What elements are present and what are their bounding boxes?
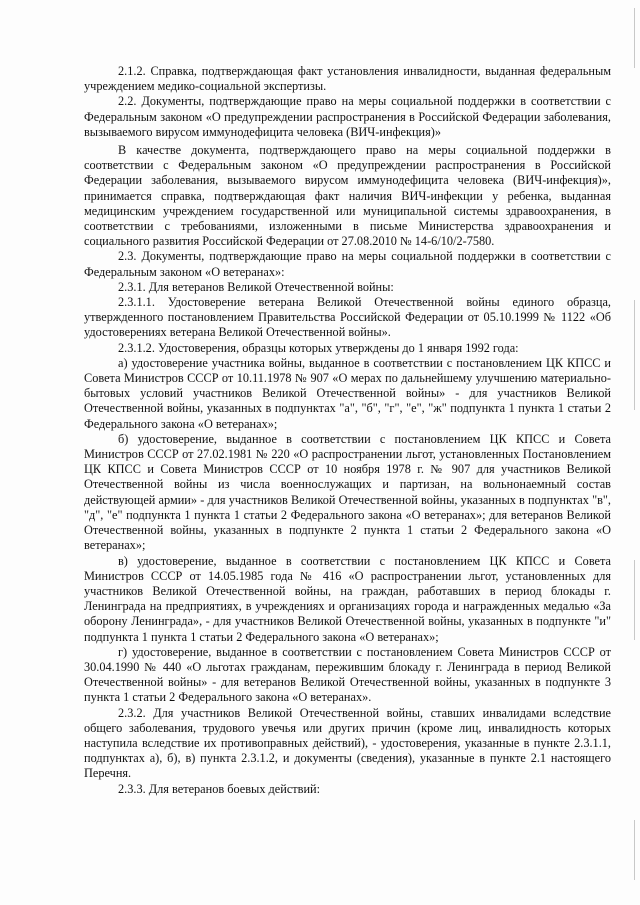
scan-edge-artifact xyxy=(634,300,635,410)
paragraph-2-3-2: 2.3.2. Для участников Великой Отечественной войны, ставших инвалидами вследствие общего заболевания, трудового увечья или других причин (кроме лиц, инвалидность которых наступила вследствие их противоправных действий), - удостоверения, указанные в пункте 2.3.1.1, подпунктах а), б), в) пункта 2.3.1.2, и документы (сведения), указанные в пункте 2.1 настоящего Перечня. xyxy=(84,705,611,781)
paragraph-2-3-1: 2.3.1. Для ветеранов Великой Отечественной войны: xyxy=(118,279,394,294)
scan-edge-artifact xyxy=(634,560,635,640)
document-body xyxy=(84,64,611,797)
paragraph-2-2: 2.2. Документы, подтверждающие право на меры социальной поддержки в соответствии с Федеральным законом «О предупреждении распространения в Российской Федерации заболевания, вызываемого вирусом иммунодефицита человека (ВИЧ-инфекция)» xyxy=(84,94,611,139)
paragraph-2-3-1-2: 2.3.1.2. Удостоверения, образцы которых утверждены до 1 января 1992 года: xyxy=(118,340,519,355)
paragraph-2-3-1-1: 2.3.1.1. Удостоверение ветерана Великой Отечественной войны единого образца, утвержденного постановлением Правительства Российской Федерации от 05.10.1999 № 1122 «Об удостоверениях ветерана Великой Отечественной войны». xyxy=(84,295,611,340)
paragraph-2-3-3: 2.3.3. Для ветеранов боевых действий: xyxy=(118,781,321,796)
paragraph-2-3: 2.3. Документы, подтверждающие право на меры социальной поддержки в соответствии с Федеральным законом «О ветеранах»: xyxy=(84,249,611,279)
scan-edge-artifact xyxy=(634,8,635,68)
list-item-b: б) удостоверение, выданное в соответствии с постановлением ЦК КПСС и Совета Министров СССР от 27.02.1981 № 220 «О распространении льгот, установленных Постановлением ЦК КПСС и Совета Министров СССР от 10 ноября 1978 г. № 907 для участников Великой Отечественной войны из числа военнослужащих и партизан, на вольнонаемный состав действующей армии» - для участников Великой Отечественной войны, указанных в подпунктах "в", "д", "е" подпункта 1 пункта 1 статьи 2 Федерального закона «О ветеранах»; для ветеранов Великой Отечественной войны, указанных в подпункте 2 пункта 1 статьи 2 Федерального закона «О ветеранах»; xyxy=(84,431,611,553)
list-item-g: г) удостоверение, выданное в соответствии с постановлением Совета Министров СССР от 30.04.1990 № 440 «О льготах гражданам, пережившим блокаду г. Ленинграда в период Великой Отечественной войны» - для ветеранов Великой Отечественной войны, указанных в подпункте 3 пункта 1 статьи 2 Федерального закона «О ветеранах». xyxy=(84,644,611,705)
paragraph-hiv-certificate: В качестве документа, подтверждающего право на меры социальной поддержки в соответствии с Федеральным законом «О предупреждении распространения в Российской Федерации заболевания, вызываемого вирусом иммунодефицита человека (ВИЧ-инфекция)», принимается справка, подтверждающая факт наличия ВИЧ-инфекции у ребенка, выданная медицинским учреждением государственной или муниципальной системы здравоохранения, в соответствии с требованиями, изложенными в письме Министерства здравоохранения и социального развития Российской Федерации от 27.08.2010 № 14-6/10/2-7580. xyxy=(84,143,611,249)
list-item-v: в) удостоверение, выданное в соответствии с постановлением ЦК КПСС и Совета Министров СССР от 14.05.1985 года № 416 «О распространении льгот, установленных для участников Великой Отечественной войны, на граждан, работавших в период блокады г. Ленинграда на предприятиях, в учреждениях и организациях города и награжденных медалью «За оборону Ленинграда», - для участников Великой Отечественной войны, указанных в подпункте "и" подпункта 1 пункта 1 статьи 2 Федерального закона «О ветеранах»; xyxy=(84,553,611,644)
list-item-a: а) удостоверение участника войны, выданное в соответствии с постановлением ЦК КПСС и Совета Министров СССР от 10.11.1978 № 907 «О мерах по дальнейшему улучшению материально-бытовых условий участников Великой Отечественной войны» - для участников Великой Отечественной войны, указанных в подпунктах "а", "б", "г", "е", "ж" подпункта 1 пункта 1 статьи 2 Федерального закона «О ветеранах»; xyxy=(84,355,611,431)
scan-edge-artifact xyxy=(634,820,635,880)
paragraph-2-1-2: 2.1.2. Справка, подтверждающая факт установления инвалидности, выданная федеральным учреждением медико-социальной экспертизы. xyxy=(84,64,611,94)
